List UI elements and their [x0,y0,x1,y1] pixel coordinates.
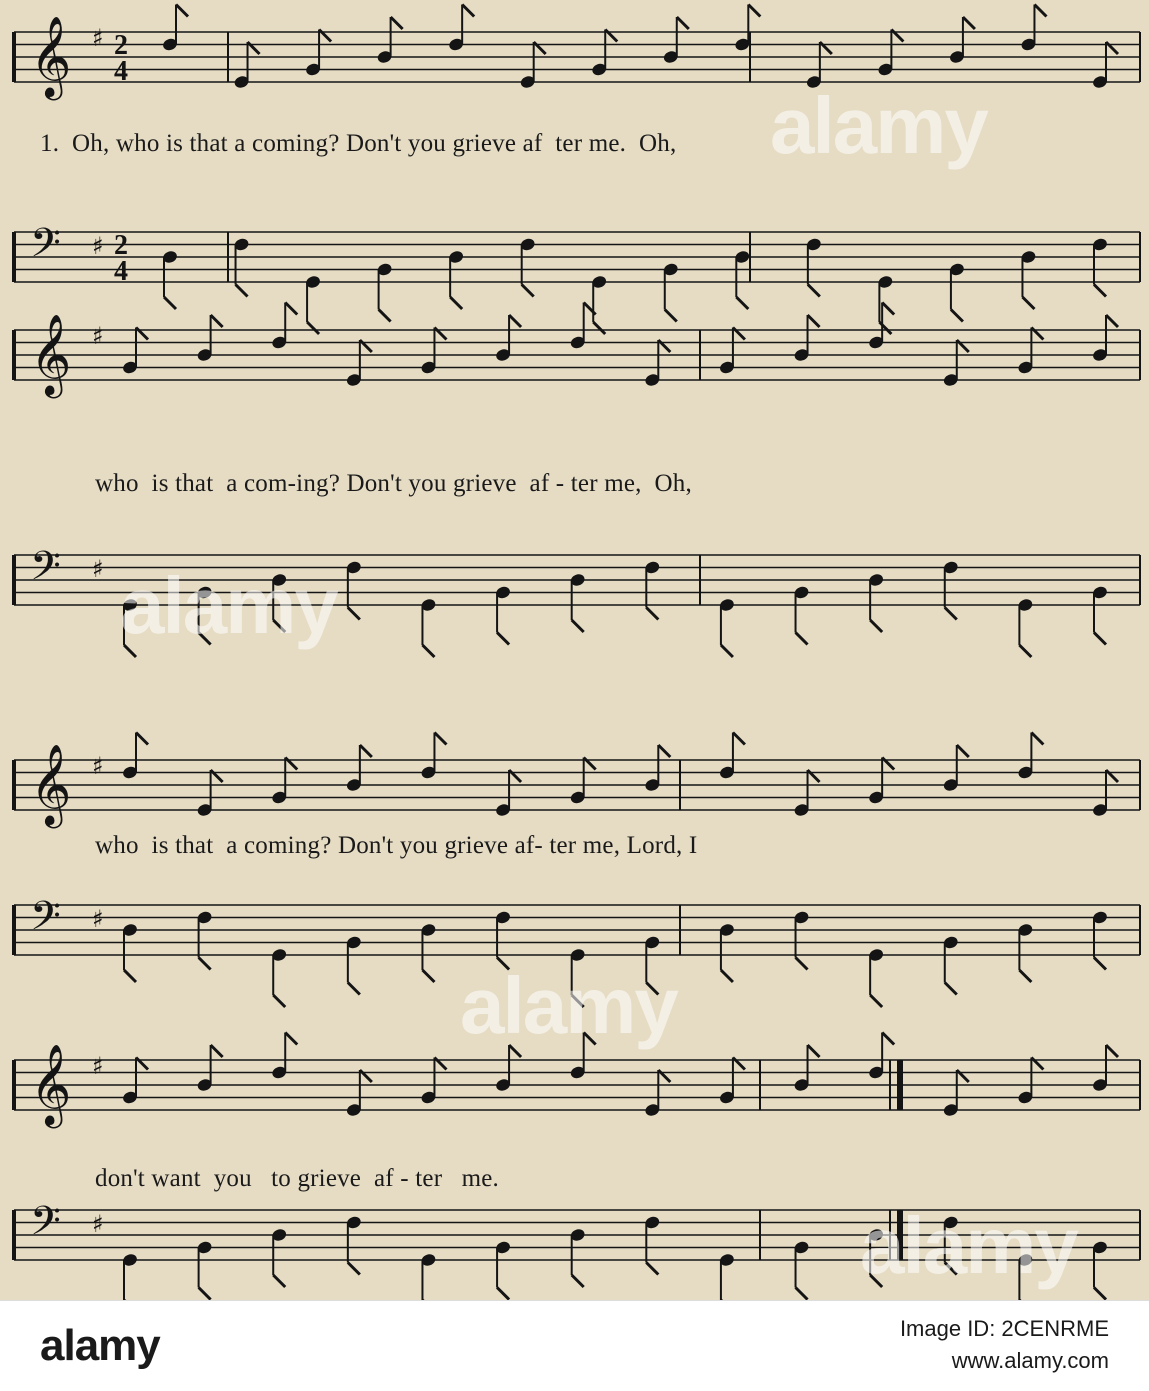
alamy-logo[interactable]: alamy [40,1321,160,1370]
note-flag [285,1033,297,1045]
treble-clef-icon: 𝄞 [30,743,72,825]
note-flag [584,1033,596,1045]
note-flag [497,958,509,970]
note-flag [882,1033,894,1045]
watermark-text: alamy [770,81,987,170]
note-flag [422,645,434,657]
bass-clef-icon: 𝄢 [30,543,61,599]
watermark-text: alamy [860,1201,1077,1290]
watermark-text: alamy [460,961,677,1050]
bass-clef-icon: 𝄢 [30,220,61,276]
note-flag [572,1275,584,1287]
note-flag [870,995,882,1007]
note-flag [497,633,509,645]
lyric-line-4: don't want you to grieve af - ter me. [95,1165,499,1192]
note-flag [593,322,605,334]
key-sharp-icon: ♯ [92,555,104,583]
note-flag [211,315,223,327]
note-flag [124,970,136,982]
note-flag [665,310,677,322]
note-flag [360,745,372,757]
note-flag [211,1045,223,1057]
note-flag [422,970,434,982]
note-flag [736,297,748,309]
note-flag [808,285,820,297]
note-flag [164,297,176,309]
note-flag [882,303,894,315]
site-url[interactable]: www.alamy.com [951,1348,1109,1373]
note-flag [658,745,670,757]
key-sharp-icon: ♯ [92,752,104,780]
note-flag [176,5,188,17]
note-flag [236,285,248,297]
note-flag [348,1263,360,1275]
image-id-block [900,1313,1109,1377]
note-flag [136,733,148,745]
note-flag [808,1045,820,1057]
key-sharp-icon: ♯ [92,905,104,933]
note-flag [273,1275,285,1287]
note-flag [348,983,360,995]
treble-clef-icon: 𝄞 [30,1043,72,1125]
note-flag [199,633,211,645]
note-flag [1031,733,1043,745]
note-flag [945,983,957,995]
note-flag [870,1275,882,1287]
key-sharp-icon: ♯ [92,1210,104,1238]
key-sharp-icon: ♯ [92,232,104,260]
note-flag [951,310,963,322]
time-sig-numerator: 2 [114,30,128,61]
note-flag [509,315,521,327]
note-flag [572,995,584,1007]
note-flag [808,315,820,327]
time-sig-denominator: 4 [114,256,128,287]
note-flag [1094,285,1106,297]
note-flag [450,297,462,309]
note-flag [957,745,969,757]
note-flag [348,608,360,620]
note-flag [391,17,403,29]
note-flag [733,733,745,745]
lyric-line-1: 1. Oh, who is that a coming? Don't you grieve af ter me. Oh, [40,130,677,157]
time-sig-numerator: 2 [114,230,128,261]
note-flag [1019,970,1031,982]
note-flag [379,310,391,322]
watermark-text: alamy [120,561,337,650]
note-flag [199,958,211,970]
note-flag [572,620,584,632]
lyric-line-2: who is that a com-ing? Don't you grieve af - ter me, Oh, [95,470,692,497]
note-flag [646,608,658,620]
note-flag [721,645,733,657]
key-sharp-icon: ♯ [92,322,104,350]
note-flag [1034,5,1046,17]
note-flag [945,608,957,620]
note-flag [273,620,285,632]
lyric-line-3: who is that a coming? Don't you grieve af- ter me, Lord, I [95,832,698,859]
image-id-label: Image ID: 2CENRME [899,1316,1109,1341]
note-flag [497,1288,509,1300]
note-flag [462,5,474,17]
bass-clef-icon: 𝄢 [30,1198,61,1254]
note-flag [1106,1045,1118,1057]
note-flag [434,733,446,745]
bass-clef-icon: 𝄢 [30,893,61,949]
note-flag [509,1045,521,1057]
treble-clef-icon: 𝄞 [30,313,72,395]
note-flag [748,5,760,17]
note-flag [870,620,882,632]
note-flag [1022,297,1034,309]
treble-clef-icon: 𝄞 [30,15,72,97]
note-flag [796,1288,808,1300]
note-flag [945,1263,957,1275]
note-flag [646,983,658,995]
note-flag [1094,633,1106,645]
note-flag [646,1263,658,1275]
note-flag [677,17,689,29]
note-flag [721,970,733,982]
note-flag [1094,958,1106,970]
footer-bar [0,1300,1149,1391]
note-flag [307,322,319,334]
key-sharp-icon: ♯ [92,24,104,52]
note-flag [199,1288,211,1300]
note-flag [1106,315,1118,327]
time-sig-denominator: 4 [114,56,128,87]
note-flag [1094,1288,1106,1300]
note-flag [796,633,808,645]
note-flag [285,303,297,315]
key-sharp-icon: ♯ [92,1052,104,1080]
note-flag [963,17,975,29]
note-flag [124,645,136,657]
note-flag [273,995,285,1007]
note-flag [796,958,808,970]
note-flag [1019,645,1031,657]
note-flag [522,285,534,297]
